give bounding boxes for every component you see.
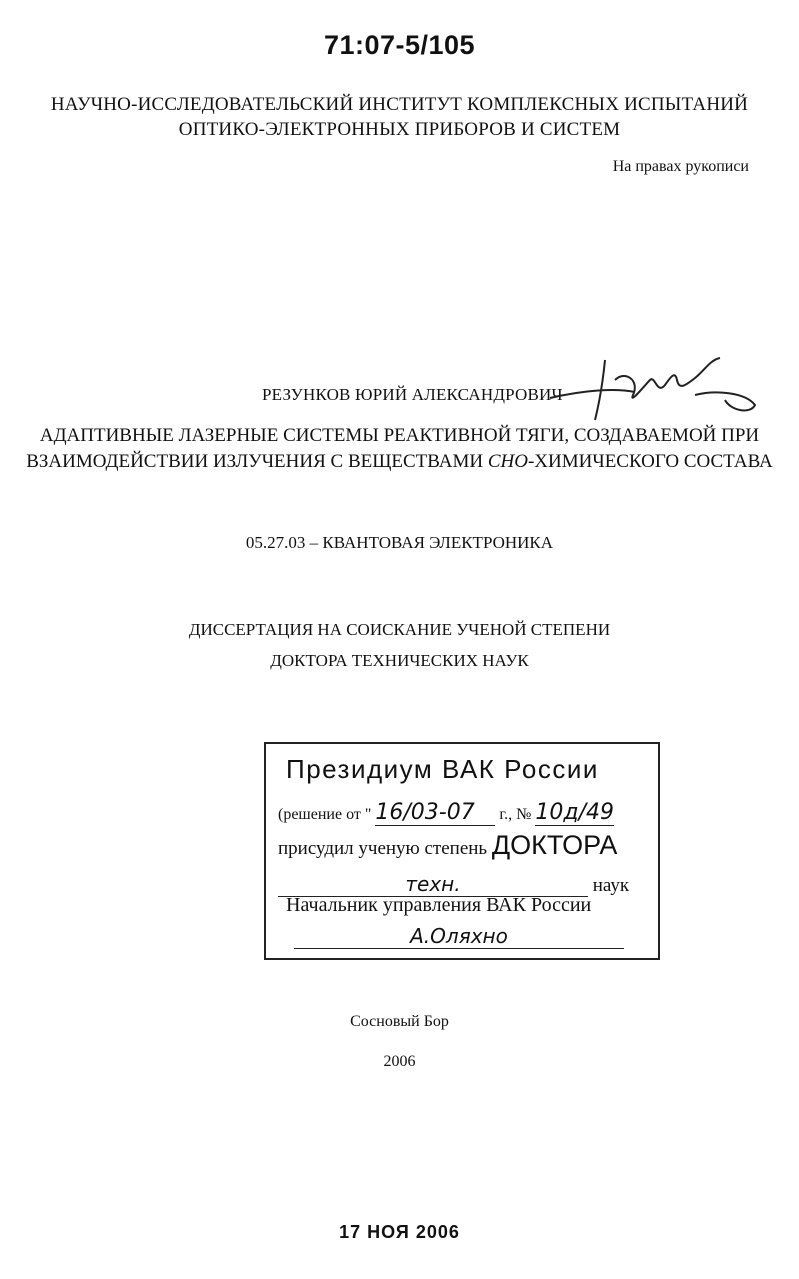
theme-formula: CHO: [487, 451, 528, 472]
document-code: 71:07-5/105: [323, 30, 476, 60]
theme-line-1: АДАПТИВНЫЕ ЛАЗЕРНЫЕ СИСТЕМЫ РЕАКТИВНОЙ ТЯГИ, СОЗДАВАЕМОЙ ПРИ: [39, 425, 760, 446]
theme-line-2-part-c: -ХИМИЧЕСКОГО СОСТАВА: [527, 451, 773, 472]
stamp-science-handwritten: техн.: [278, 872, 588, 897]
dissertation-type: [0, 614, 799, 676]
stamp-science-suffix: наук: [592, 875, 630, 896]
stamp-granted-prefix: присудил ученую степень: [278, 838, 488, 859]
rights-note: На правах рукописи: [612, 158, 749, 175]
stamp-decision: [278, 800, 658, 826]
institute-line-1: НАУЧНО-ИССЛЕДОВАТЕЛЬСКИЙ ИНСТИТУТ КОМПЛЕКСНЫХ ИСПЫТАНИЙ: [50, 94, 749, 115]
stamp-head: Начальник управления ВАК России: [286, 894, 592, 916]
stamp-granted: [278, 830, 658, 861]
institute-name: [0, 92, 799, 142]
stamp-decision-mid: г., №: [499, 806, 532, 823]
stamp-head-signature: А.Оляхно: [410, 924, 508, 948]
theme-line-2: [0, 449, 799, 475]
author-name: РЕЗУНКОВ ЮРИЙ АЛЕКСАНДРОВИЧ: [262, 385, 563, 404]
author-signature: [545, 350, 765, 430]
received-date-stamp: 17 НОЯ 2006: [339, 1222, 460, 1242]
stamp-decision-number: 10д/49: [535, 800, 615, 825]
theme-line-2-part-a: ВЗАИМОДЕЙСТВИИ ИЗЛУЧЕНИЯ С ВЕЩЕСТВАМИ: [26, 451, 488, 472]
vak-stamp: [264, 742, 660, 960]
stamp-decision-prefix: (решение от ": [278, 806, 372, 823]
dissertation-theme: [0, 423, 799, 475]
stamp-head-signature-line: [294, 924, 624, 949]
stamp-granted-degree: ДОКТОРА: [491, 830, 618, 860]
institute-line-2: ОПТИКО-ЭЛЕКТРОННЫХ ПРИБОРОВ И СИСТЕМ: [178, 119, 621, 140]
dissertation-line-2: ДОКТОРА ТЕХНИЧЕСКИХ НАУК: [270, 651, 529, 670]
specialty: 05.27.03 – КВАНТОВАЯ ЭЛЕКТРОНИКА: [245, 533, 554, 552]
city: Сосновый Бор: [350, 1013, 449, 1030]
year: 2006: [383, 1053, 416, 1070]
dissertation-line-1: ДИССЕРТАЦИЯ НА СОИСКАНИЕ УЧЕНОЙ СТЕПЕНИ: [188, 620, 611, 639]
stamp-decision-date: 16/03-07: [375, 800, 495, 826]
stamp-title: Президиум ВАК России: [286, 754, 599, 784]
